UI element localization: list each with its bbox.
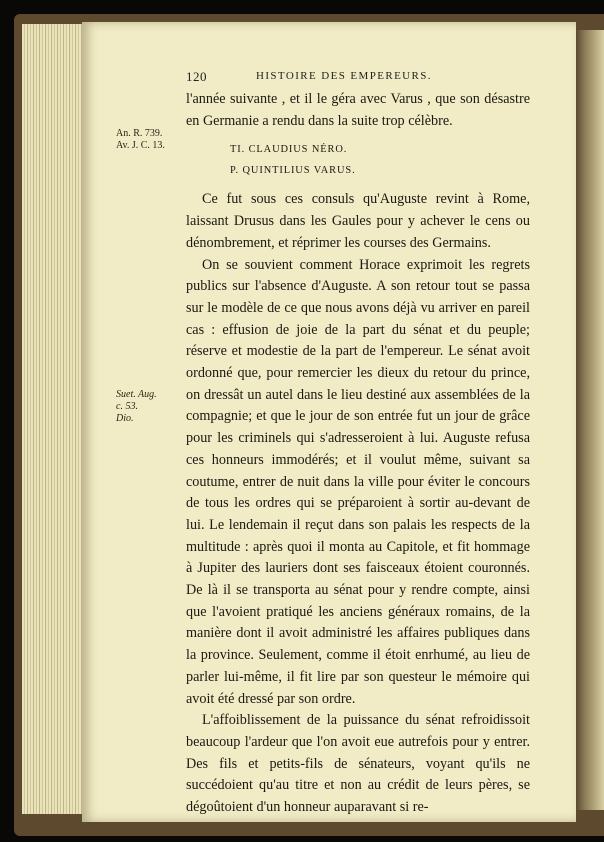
next-page-edge: [576, 30, 604, 810]
margin-source-line: c. 53.: [116, 401, 138, 412]
margin-source-line: Suet. Aug.: [116, 389, 157, 400]
paragraph: l'année suivante , et il le géra avec Varus , que son désastre en Germanie a rendu dans la suite trop célèbre.: [186, 91, 530, 129]
page-number: 120: [186, 69, 207, 84]
margin-year-line: An. R. 739.: [116, 128, 163, 139]
paragraph: Ce fut sous ces consuls qu'Auguste revint à Rome, laissant Drusus dans les Gaules pour y achever le cens ou dénombrement, et réprimer les courses des Germains.: [186, 191, 530, 251]
paragraph: On se souvient comment Horace exprimoit les regrets publics sur l'absence d'Auguste. A son retour tout se passa sur le modèle de ce que nous avons déjà vu arriver en pareil cas : effusion de joie de la part du sénat et du peuple; réserve et modestie de la part de l'empereur. Le sénat avoit ordonné que, pour remercier les dieux du retour du prince, on dressât un autel dans le lieu destiné aux assemblées de la compagnie; et que le jour de son entrée fut un jour de grâce pour les criminels qui s'adresseroient à lui. Auguste refusa ces honneurs immodérés; et il voulut même, suivant sa coutume, entrer de nuit dans la ville pour éviter le concours de tous les ordres qui se préparoient à sortir au-devant de lui. Le lendemain il reçut dans son palais les respects de la multitude : après quoi il monta au Capitole, et fit hommage à Jupiter des lauriers dont ses faisceaux étoient couronnés. De là il se transporta au sénat pour y rendre compte, ainsi que l'avoient pratiqué les anciens généraux romains, de la manière dont il avoit administré les affaires publiques dans la province. Seulement, comme il étoit enrhumé, au lieu de parler lui-même, il fit lire par son questeur le mémoire qui avoit été dressé par son ordre.: [186, 256, 530, 707]
page-body: [186, 89, 530, 819]
consul-name: P. QUINTILIUS VARUS.: [230, 165, 356, 177]
margin-note-source: [116, 389, 157, 425]
consul-list: [230, 139, 530, 181]
margin-source-line: Dio.: [116, 413, 134, 424]
page-header: [186, 69, 458, 89]
margin-year-line: Av. J. C. 13.: [116, 140, 165, 151]
running-head: HISTOIRE DES EMPEREURS.: [256, 70, 432, 82]
margin-note-year: [116, 128, 165, 152]
paragraph: L'affoiblissement de la puissance du sénat refroidissoit beaucoup l'ardeur que l'on avoit eue autrefois pour y entrer. Des fils et petits-fils de sénateurs, voyant qu'ils ne succédoient qu'au titre et non au crédit de leurs pères, se dégoûtoient d'un honneur auparavant si re-: [186, 712, 530, 816]
consul-name: TI. CLAUDIUS NÉRO.: [230, 144, 348, 156]
